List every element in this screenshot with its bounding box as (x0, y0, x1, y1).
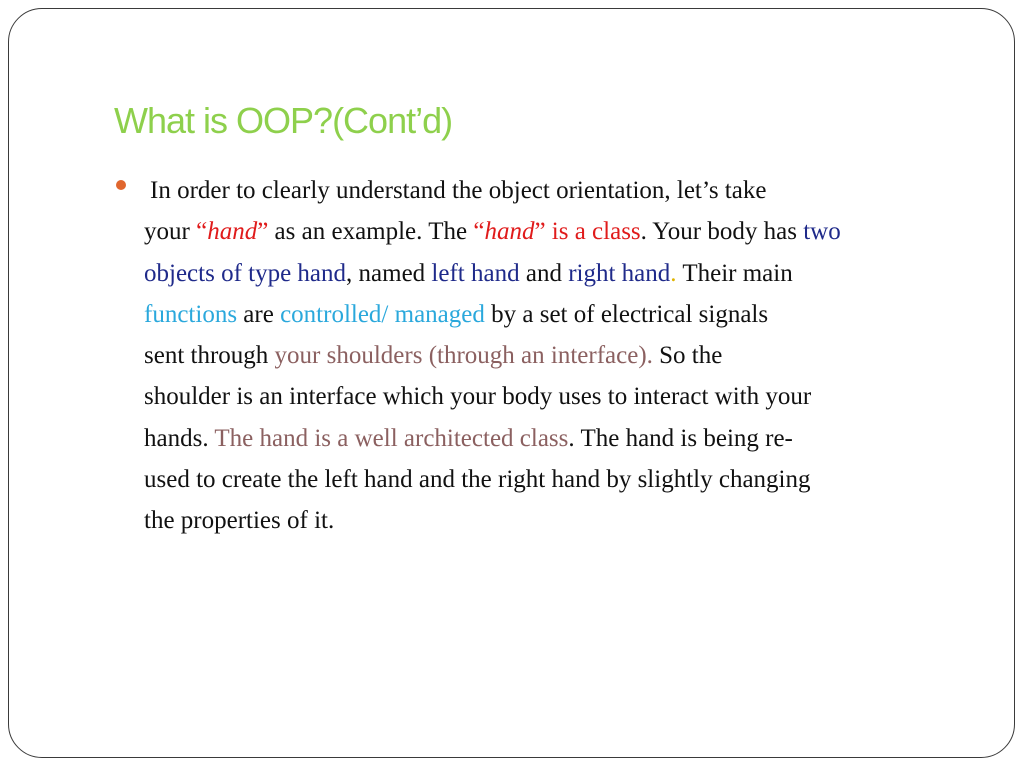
text-run: Their main (676, 259, 793, 287)
text-run: ” is a class (534, 218, 641, 246)
text-run: “ (196, 218, 208, 246)
bullet-paragraph (144, 170, 974, 542)
text-run: , named (346, 259, 432, 287)
text-run: . (640, 218, 647, 246)
text-run: and (519, 259, 569, 287)
text-run: by a set of electrical signals (484, 300, 769, 328)
text-run: sent through (144, 342, 275, 370)
text-run: objects of type hand (144, 259, 347, 287)
text-run: left hand (431, 259, 520, 287)
text-run: right hand (568, 259, 671, 287)
text-run: shoulder is an interface which your body uses to interact with your (144, 383, 812, 411)
text-run: So the (652, 342, 723, 370)
text-run: are (237, 300, 281, 328)
slide-title: What is OOP?(Cont’d) (114, 100, 453, 141)
text-run: Your body has (646, 218, 804, 246)
text-run: hands. (144, 424, 215, 452)
text-run: In order to clearly understand the object orientation, let’s take (150, 177, 767, 204)
text-run: as an example. The (268, 218, 474, 246)
text-run: your shoulders (through an interface). (274, 342, 653, 370)
text-run: your (144, 218, 197, 246)
bullet-marker-icon (116, 180, 126, 190)
text-run: used to create the left hand and the right hand by slightly changing (144, 466, 811, 494)
text-run: hand (484, 218, 535, 246)
text-run: . (670, 259, 677, 287)
text-run: controlled/ managed (280, 300, 485, 328)
text-run: ” (257, 218, 269, 246)
text-run: functions (144, 300, 238, 328)
text-run: two (803, 218, 841, 246)
text-run: “ (473, 218, 485, 246)
text-run: The hand is a well architected class (214, 424, 569, 452)
text-run: the properties of it. (144, 507, 335, 535)
text-run: . The hand is being re- (568, 424, 793, 452)
text-run: hand (207, 218, 258, 246)
